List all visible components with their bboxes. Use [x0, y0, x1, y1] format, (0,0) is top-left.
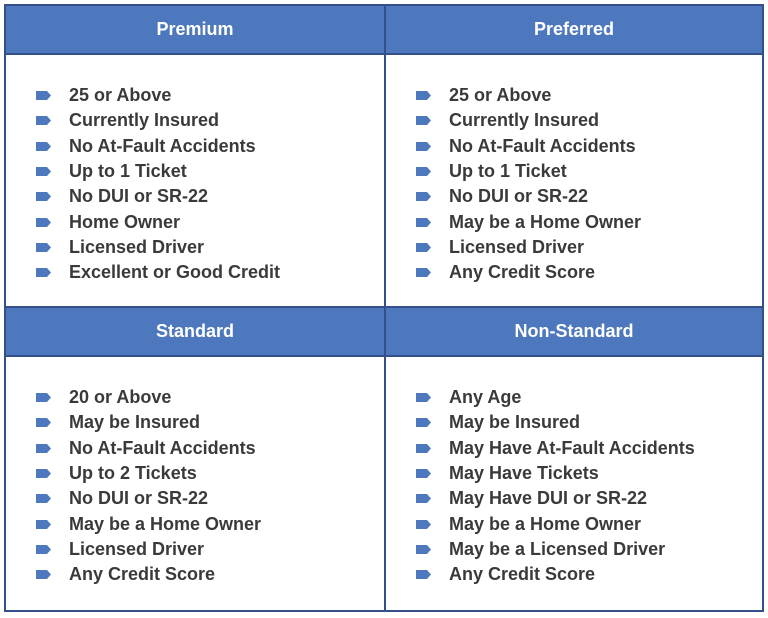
criteria-label: No DUI or SR-22	[69, 186, 209, 207]
criteria-item	[36, 385, 261, 410]
tier-card-standard	[6, 308, 386, 610]
tier-header: Premium	[6, 6, 384, 55]
tag-arrow-icon	[416, 116, 431, 125]
criteria-label: 20 or Above	[69, 387, 172, 408]
tag-arrow-icon	[416, 444, 431, 453]
criteria-item	[416, 134, 641, 159]
criteria-label: May be Insured	[69, 412, 201, 433]
criteria-label: May be Insured	[449, 412, 581, 433]
tag-arrow-icon	[416, 494, 431, 503]
criteria-label: May be a Home Owner	[449, 513, 642, 534]
criteria-label: Up to 1 Ticket	[449, 161, 567, 182]
tag-arrow-icon	[416, 167, 431, 176]
criteria-item	[416, 184, 641, 209]
tag-arrow-icon	[36, 116, 51, 125]
criteria-item	[416, 209, 641, 234]
tag-arrow-icon	[36, 418, 51, 427]
tag-arrow-icon	[416, 218, 431, 227]
criteria-label: 25 or Above	[449, 85, 552, 106]
criteria-label: Any Credit Score	[449, 262, 596, 283]
criteria-label: May Have Tickets	[449, 463, 599, 484]
criteria-item	[416, 436, 695, 461]
tag-arrow-icon	[416, 91, 431, 100]
tag-arrow-icon	[36, 218, 51, 227]
criteria-label: May be a Licensed Driver	[449, 538, 666, 559]
tag-arrow-icon	[416, 469, 431, 478]
tag-arrow-icon	[36, 268, 51, 277]
criteria-item	[36, 410, 261, 435]
criteria-label: Excellent or Good Credit	[69, 262, 281, 283]
tag-arrow-icon	[416, 393, 431, 402]
criteria-label: No DUI or SR-22	[449, 186, 589, 207]
criteria-label: May be a Home Owner	[449, 211, 642, 232]
criteria-item	[36, 486, 261, 511]
tag-arrow-icon	[416, 192, 431, 201]
tag-arrow-icon	[36, 243, 51, 252]
tag-arrow-icon	[36, 142, 51, 151]
criteria-item	[36, 108, 280, 133]
tag-arrow-icon	[416, 520, 431, 529]
tag-arrow-icon	[36, 520, 51, 529]
criteria-item	[416, 410, 695, 435]
tag-arrow-icon	[36, 167, 51, 176]
tag-arrow-icon	[36, 469, 51, 478]
tier-header: Non-Standard	[386, 308, 762, 357]
criteria-item	[416, 108, 641, 133]
criteria-item	[36, 235, 280, 260]
criteria-label: No At-Fault Accidents	[449, 135, 636, 156]
tag-arrow-icon	[36, 545, 51, 554]
criteria-label: No DUI or SR-22	[69, 488, 209, 509]
tag-arrow-icon	[416, 570, 431, 579]
criteria-label: May Have DUI or SR-22	[449, 488, 648, 509]
criteria-item	[36, 461, 261, 486]
criteria-item	[416, 235, 641, 260]
criteria-item	[416, 562, 695, 587]
tag-arrow-icon	[416, 545, 431, 554]
tier-criteria-list	[416, 83, 641, 285]
criteria-item	[416, 83, 641, 108]
criteria-item	[416, 461, 695, 486]
criteria-label: Up to 1 Ticket	[69, 161, 187, 182]
tier-card-preferred	[386, 6, 762, 308]
tier-card-non-standard	[386, 308, 762, 610]
criteria-label: Up to 2 Tickets	[69, 463, 197, 484]
criteria-item	[36, 537, 261, 562]
criteria-label: No At-Fault Accidents	[69, 135, 256, 156]
criteria-item	[416, 385, 695, 410]
tier-card-premium	[6, 6, 386, 308]
tier-criteria-list	[36, 385, 261, 587]
tier-criteria-list	[416, 385, 695, 587]
criteria-item	[36, 134, 280, 159]
criteria-label: May be a Home Owner	[69, 513, 262, 534]
criteria-item	[36, 184, 280, 209]
criteria-item	[36, 562, 261, 587]
tag-arrow-icon	[36, 494, 51, 503]
criteria-item	[416, 486, 695, 511]
criteria-label: Any Credit Score	[69, 564, 216, 585]
tag-arrow-icon	[36, 444, 51, 453]
tier-header: Preferred	[386, 6, 762, 55]
tag-arrow-icon	[36, 393, 51, 402]
tag-arrow-icon	[416, 142, 431, 151]
tag-arrow-icon	[416, 418, 431, 427]
tier-header: Standard	[6, 308, 384, 357]
criteria-label: Home Owner	[69, 211, 181, 232]
criteria-label: Currently Insured	[69, 110, 220, 131]
criteria-item	[416, 537, 695, 562]
criteria-label: Any Credit Score	[449, 564, 596, 585]
criteria-item	[36, 209, 280, 234]
criteria-item	[36, 436, 261, 461]
tag-arrow-icon	[416, 243, 431, 252]
criteria-item	[416, 260, 641, 285]
criteria-label: 25 or Above	[69, 85, 172, 106]
tag-arrow-icon	[36, 192, 51, 201]
criteria-label: Licensed Driver	[449, 236, 585, 257]
criteria-item	[416, 159, 641, 184]
criteria-label: Currently Insured	[449, 110, 600, 131]
criteria-label: Licensed Driver	[69, 538, 205, 559]
criteria-item	[36, 159, 280, 184]
criteria-item	[36, 83, 280, 108]
tag-arrow-icon	[36, 91, 51, 100]
criteria-label: Licensed Driver	[69, 236, 205, 257]
tag-arrow-icon	[416, 268, 431, 277]
criteria-label: Any Age	[449, 387, 522, 408]
criteria-item	[36, 260, 280, 285]
tag-arrow-icon	[36, 570, 51, 579]
criteria-item	[36, 511, 261, 536]
tier-criteria-list	[36, 83, 280, 285]
criteria-item	[416, 511, 695, 536]
criteria-label: May Have At-Fault Accidents	[449, 437, 695, 458]
tier-comparison-table	[4, 4, 764, 612]
criteria-label: No At-Fault Accidents	[69, 437, 256, 458]
